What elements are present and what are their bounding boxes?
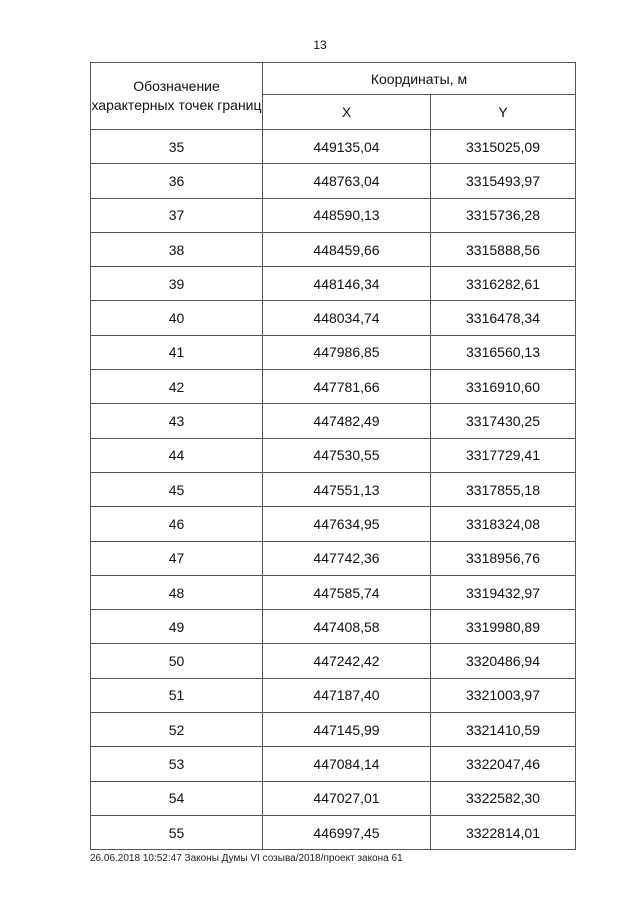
table-row <box>91 541 576 575</box>
table-row <box>91 335 576 369</box>
y-coordinate-cell: 3318956,76 <box>431 541 576 575</box>
x-coordinate-cell: 449135,04 <box>263 130 431 164</box>
x-coordinate-cell: 446997,45 <box>263 815 431 849</box>
x-coordinate-cell: 447027,01 <box>263 781 431 815</box>
point-cell: 43 <box>91 404 263 438</box>
table-row <box>91 267 576 301</box>
y-coordinate-cell: 3322814,01 <box>431 815 576 849</box>
point-cell: 47 <box>91 541 263 575</box>
table-row <box>91 713 576 747</box>
point-cell: 54 <box>91 781 263 815</box>
point-cell: 55 <box>91 815 263 849</box>
table-row <box>91 747 576 781</box>
point-cell: 36 <box>91 164 263 198</box>
y-coordinate-cell: 3316282,61 <box>431 267 576 301</box>
y-coordinate-cell: 3316560,13 <box>431 335 576 369</box>
point-cell: 38 <box>91 232 263 266</box>
table-row <box>91 232 576 266</box>
table-header <box>91 63 576 130</box>
table-row <box>91 644 576 678</box>
coordinates-header: Координаты, м <box>263 63 576 95</box>
point-designation-header: Обозначение характерных точек границ <box>91 63 263 130</box>
x-coordinate-cell: 447084,14 <box>263 747 431 781</box>
y-coordinate-cell: 3318324,08 <box>431 507 576 541</box>
y-coordinate-cell: 3319432,97 <box>431 575 576 609</box>
table-row <box>91 610 576 644</box>
point-cell: 41 <box>91 335 263 369</box>
y-coordinate-cell: 3315025,09 <box>431 130 576 164</box>
table-row <box>91 198 576 232</box>
x-coordinate-cell: 447781,66 <box>263 370 431 404</box>
y-coordinate-cell: 3321003,97 <box>431 678 576 712</box>
y-coordinate-cell: 3320486,94 <box>431 644 576 678</box>
table-row <box>91 130 576 164</box>
x-coordinate-cell: 448763,04 <box>263 164 431 198</box>
table-body <box>91 130 576 850</box>
y-coordinate-cell: 3321410,59 <box>431 713 576 747</box>
y-coordinate-cell: 3315736,28 <box>431 198 576 232</box>
x-coordinate-cell: 447145,99 <box>263 713 431 747</box>
point-cell: 52 <box>91 713 263 747</box>
x-coordinate-cell: 448459,66 <box>263 232 431 266</box>
y-coordinate-cell: 3315493,97 <box>431 164 576 198</box>
document-footer: 26.06.2018 10:52:47 Законы Думы VI созыва/2018/проект закона 61 <box>90 853 403 864</box>
point-cell: 49 <box>91 610 263 644</box>
point-cell: 51 <box>91 678 263 712</box>
point-cell: 42 <box>91 370 263 404</box>
point-cell: 53 <box>91 747 263 781</box>
y-coordinate-cell: 3317855,18 <box>431 472 576 506</box>
point-cell: 39 <box>91 267 263 301</box>
page-number: 13 <box>313 38 327 52</box>
x-coordinate-cell: 448034,74 <box>263 301 431 335</box>
table-row <box>91 678 576 712</box>
point-cell: 46 <box>91 507 263 541</box>
table-row <box>91 575 576 609</box>
y-coordinate-cell: 3317729,41 <box>431 438 576 472</box>
y-coordinate-cell: 3317430,25 <box>431 404 576 438</box>
x-coordinate-cell: 447482,49 <box>263 404 431 438</box>
point-cell: 44 <box>91 438 263 472</box>
y-coordinate-cell: 3316910,60 <box>431 370 576 404</box>
y-coordinate-cell: 3319980,89 <box>431 610 576 644</box>
y-coordinate-cell: 3316478,34 <box>431 301 576 335</box>
x-coordinate-cell: 447530,55 <box>263 438 431 472</box>
point-cell: 40 <box>91 301 263 335</box>
point-cell: 48 <box>91 575 263 609</box>
y-column-header: Y <box>431 95 576 130</box>
coordinates-table <box>90 62 576 850</box>
x-coordinate-cell: 448590,13 <box>263 198 431 232</box>
point-cell: 37 <box>91 198 263 232</box>
table-row <box>91 164 576 198</box>
point-cell: 50 <box>91 644 263 678</box>
table-row <box>91 781 576 815</box>
point-cell: 45 <box>91 472 263 506</box>
x-coordinate-cell: 447986,85 <box>263 335 431 369</box>
y-coordinate-cell: 3322047,46 <box>431 747 576 781</box>
table-row <box>91 438 576 472</box>
x-coordinate-cell: 447634,95 <box>263 507 431 541</box>
table-row <box>91 472 576 506</box>
table-row <box>91 301 576 335</box>
table-row <box>91 815 576 849</box>
x-coordinate-cell: 447187,40 <box>263 678 431 712</box>
x-coordinate-cell: 448146,34 <box>263 267 431 301</box>
x-coordinate-cell: 447242,42 <box>263 644 431 678</box>
table-row <box>91 404 576 438</box>
y-coordinate-cell: 3315888,56 <box>431 232 576 266</box>
x-column-header: X <box>263 95 431 130</box>
x-coordinate-cell: 447551,13 <box>263 472 431 506</box>
table-row <box>91 370 576 404</box>
y-coordinate-cell: 3322582,30 <box>431 781 576 815</box>
x-coordinate-cell: 447742,36 <box>263 541 431 575</box>
table-row <box>91 507 576 541</box>
x-coordinate-cell: 447408,58 <box>263 610 431 644</box>
point-cell: 35 <box>91 130 263 164</box>
x-coordinate-cell: 447585,74 <box>263 575 431 609</box>
